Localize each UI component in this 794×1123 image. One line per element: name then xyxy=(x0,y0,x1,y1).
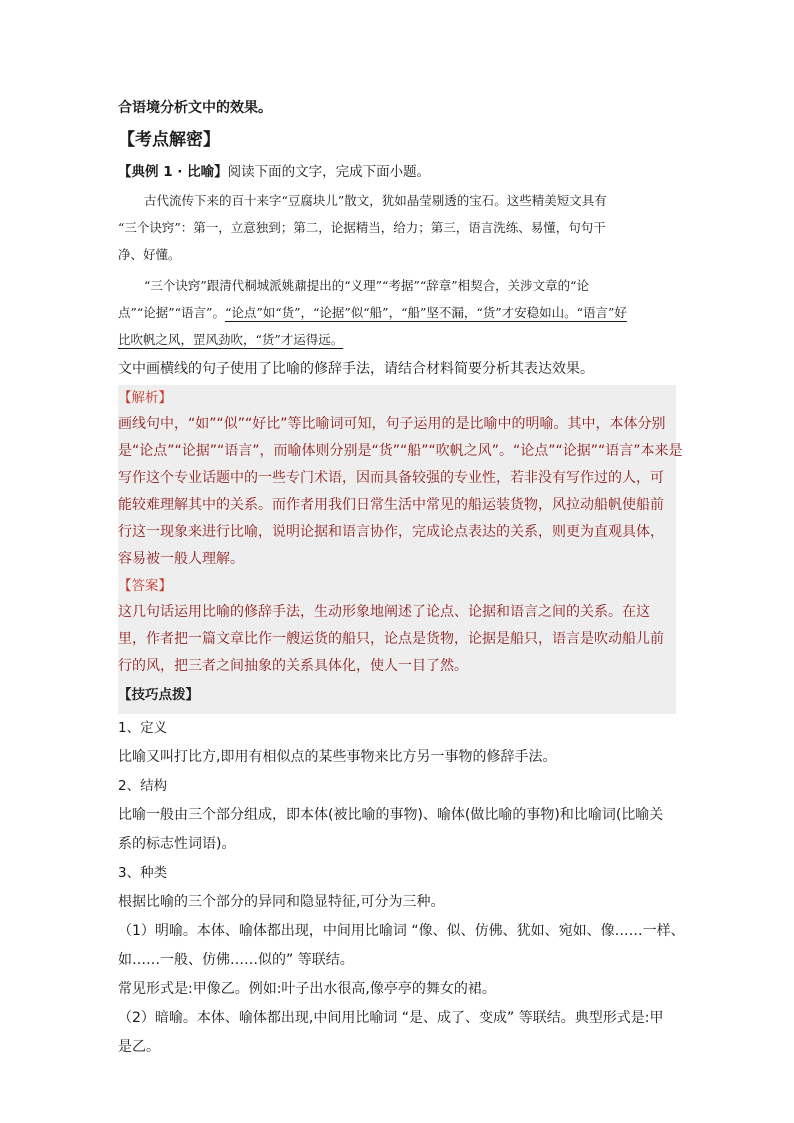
document-page xyxy=(118,94,684,1062)
simile-example-line: 常见形式是:甲像乙。例如:叶子出水很高,像亭亭的舞女的裙。 xyxy=(118,981,496,997)
example-label: 【典例 1 · 比喻】 xyxy=(118,164,228,180)
section-line: 根据比喻的三个部分的异同和隐显特征,可分为三种。 xyxy=(118,894,445,910)
section-heading: 1、定义 xyxy=(118,720,168,736)
section-heading: 2、结构 xyxy=(118,778,168,794)
answer-line: 里，作者把一篇文章比作一艘运货的船只，论点是货物，论据是船只，语言是吹动船儿前 xyxy=(118,631,664,647)
passage-line xyxy=(118,326,684,353)
section-title: 【考点解密】 xyxy=(118,130,220,150)
tips-content xyxy=(118,714,684,1062)
analysis-line: 画线句中，“如”“似”“好比”等比喻词可知，句子运用的是比喻中的明喻。其中，本体分别 xyxy=(118,416,666,432)
section-line: 比喻又叫打比方,即用有相似点的某些事物来比方另一事物的修辞手法。 xyxy=(118,749,557,765)
underlined-sentence: “论点”如“货”，“论据”似“船”，“船”坚不漏，“货”才安稳如山。“语言”好 xyxy=(224,305,627,320)
analysis-line: 是“论点”“论据”“语言”，而喻体则分别是“货”“船”“吹帆之风”。“论点”“论据”“语言”本来是 xyxy=(118,443,683,459)
simile-type-line: 如……一般、仿佛……似的” 等联结。 xyxy=(118,952,354,968)
analysis-line: 行这一现象来进行比喻，说明论据和语言协作，完成论点表达的关系，则更为直观具体， xyxy=(118,524,664,540)
example-heading xyxy=(118,157,684,187)
analysis-line: 能较难理解其中的关系。而作者用我们日常生活中常见的船运装货物，风拉动船帆使船前 xyxy=(118,497,664,513)
passage-line: 净、好懂。 xyxy=(118,247,181,262)
simile-type-line: （1）明喻。本体、喻体都出现，中间用比喻词 “像、似、仿佛、犹如、宛如、像……一样、 xyxy=(118,923,685,939)
passage-line: “三个诀窍”跟清代桐城派姚鼐提出的“义理”“考据”“辞章”相契合，关涉文章的“论 xyxy=(144,278,590,293)
tips-label: 【技巧点拨】 xyxy=(118,687,199,703)
answer-label: 【答案】 xyxy=(118,578,172,594)
passage-line xyxy=(118,299,684,326)
passage-line: “三个诀窍”：第一，立意独到；第二，论据精当，给力；第三，语言洗练、易懂，句句干 xyxy=(118,220,606,235)
top-line: 合语境分析文中的效果。 xyxy=(118,100,272,116)
metaphor-type-line: 是乙。 xyxy=(118,1039,160,1055)
analysis-label: 【解析】 xyxy=(118,390,172,406)
passage-line: 古代流传下来的百十来字“豆腐块儿”散文，犹如晶莹剔透的宝石。这些精美短文具有 xyxy=(144,193,607,208)
metaphor-type-line: （2）暗喻。本体、喻体都出现,中间用比喻词 “是、成了、变成” 等联结。典型形式是:甲 xyxy=(118,1010,664,1026)
underlined-sentence: 比吹帆之风，罡风劲吹，“货”才运得远。 xyxy=(118,332,344,347)
section-line: 比喻一般由三个部分组成，即本体(被比喻的事物)、喻体(做比喻的事物)和比喻词(比喻关 xyxy=(118,807,664,823)
passage xyxy=(118,187,684,353)
section-line: 系的标志性词语)。 xyxy=(118,836,236,852)
example-instruction: 阅读下面的文字，完成下面小题。 xyxy=(227,164,431,180)
question-text: 文中画横线的句子使用了比喻的修辞手法，请结合材料简要分析其表达效果。 xyxy=(118,361,594,377)
analysis-line: 写作这个专业话题中的一些专门术语，因而具备较强的专业性，若非没有写作过的人，可 xyxy=(118,470,664,486)
answer-line: 这几句话运用比喻的修辞手法，生动形象地阐述了论点、论据和语言之间的关系。在这 xyxy=(118,604,650,620)
passage-plain-text: 点”“论据”“语言”。 xyxy=(118,305,225,320)
solution-panel xyxy=(118,385,683,714)
section-heading: 3、种类 xyxy=(118,865,168,881)
answer-line: 行的风，把三者之间抽象的关系具体化，使人一目了然。 xyxy=(118,658,468,674)
analysis-line: 容易被一般人理解。 xyxy=(118,551,244,567)
